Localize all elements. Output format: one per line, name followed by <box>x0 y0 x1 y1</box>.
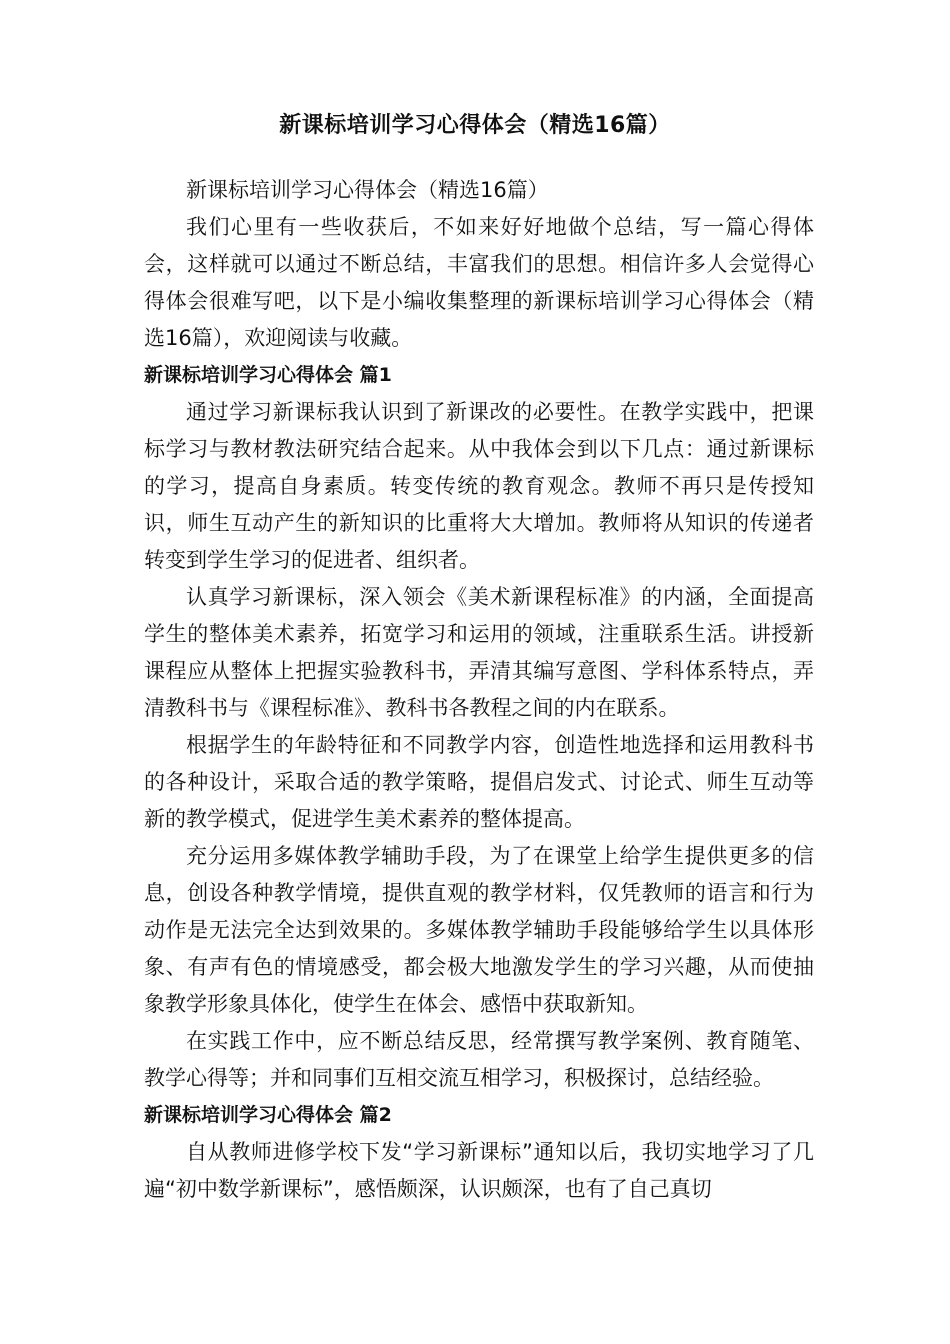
body-paragraph: 自从教师进修学校下发“学习新课标”通知以后，我切实地学习了几遍“初中数学新课标”，感悟颇深，认识颇深，也有了自己真切 <box>144 1140 814 1201</box>
section-heading-1: 新课标培训学习心得体会 篇1 <box>144 364 392 386</box>
body-paragraph: 在实践工作中，应不断总结反思，经常撰写教学案例、教育随笔、教学心得等；并和同事们互相交流互相学习，积极探讨，总结经验。 <box>144 1029 814 1090</box>
section-heading-2: 新课标培训学习心得体会 篇2 <box>144 1104 392 1126</box>
intro-subtitle: 新课标培训学习心得体会（精选16篇） <box>186 178 549 202</box>
body-paragraph: 根据学生的年龄特征和不同教学内容，创造性地选择和运用教科书的各种设计，采取合适的教学策略，提倡启发式、讨论式、师生互动等新的教学模式，促进学生美术素养的整体提高。 <box>144 733 814 831</box>
intro-paragraph: 我们心里有一些收获后，不如来好好地做个总结，写一篇心得体会，这样就可以通过不断总结，丰富我们的思想。相信许多人会觉得心得体会很难写吧，以下是小编收集整理的新课标培训学习心得体会（精选16篇），欢迎阅读与收藏。 <box>144 215 814 350</box>
body-paragraph: 通过学习新课标我认识到了新课改的必要性。在教学实践中，把课标学习与教材教法研究结合起来。从中我体会到以下几点：通过新课标的学习，提高自身素质。转变传统的教育观念。教师不再只是传授知识，师生互动产生的新知识的比重将大大增加。教师将从知识的传递者转变到学生学习的促进者、组织者。 <box>144 400 814 572</box>
body-paragraph: 充分运用多媒体教学辅助手段，为了在课堂上给学生提供更多的信息，创设各种教学情境，提供直观的教学材料，仅凭教师的语言和行为动作是无法完全达到效果的。多媒体教学辅助手段能够给学生以具体形象、有声有色的情境感受，都会极大地激发学生的学习兴趣，从而使抽象教学形象具体化，使学生在体会、感悟中获取新知。 <box>144 844 814 1016</box>
body-paragraph: 认真学习新课标，深入领会《美术新课程标准》的内涵，全面提高学生的整体美术素养，拓宽学习和运用的领域，注重联系生活。讲授新课程应从整体上把握实验教科书，弄清其编写意图、学科体系特点，弄清教科书与《课程标准》、教科书各教程之间的内在联系。 <box>144 585 814 720</box>
document-body <box>144 172 814 1208</box>
document-title: 新课标培训学习心得体会（精选16篇） <box>279 113 671 138</box>
